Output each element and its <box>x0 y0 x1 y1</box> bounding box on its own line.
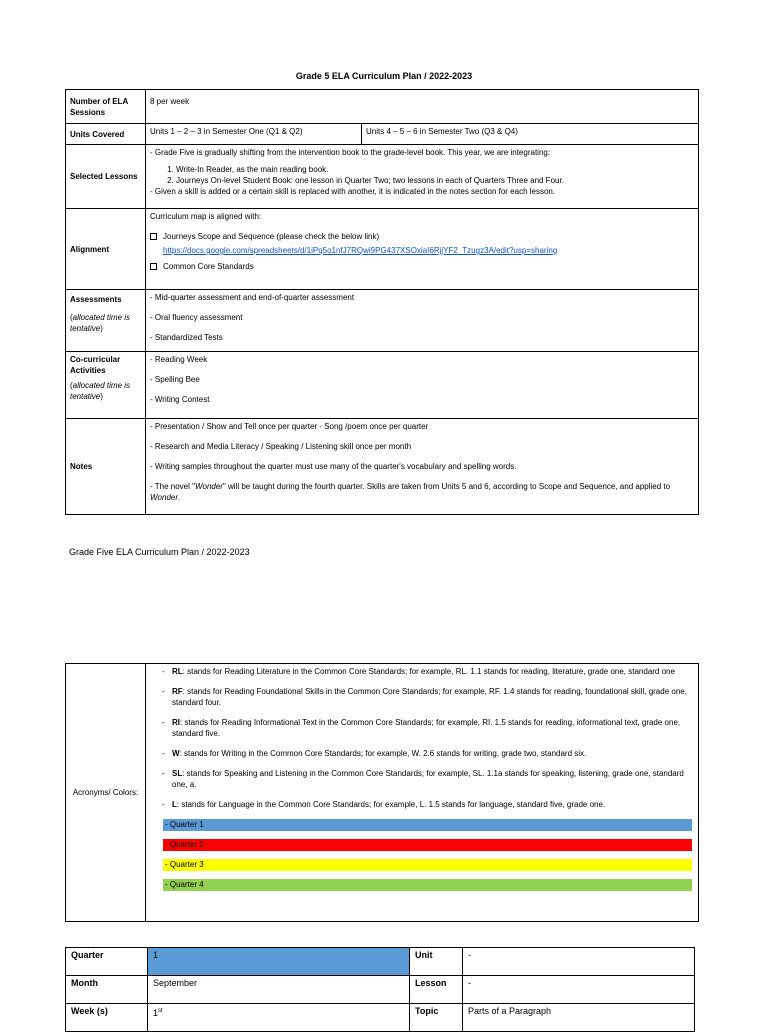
quarter-1-color-bar: - Quarter 1 <box>163 819 692 831</box>
notes-label: Notes <box>66 419 146 515</box>
assessment-item: - Oral fluency assessment <box>150 313 243 322</box>
lesson-value: - <box>463 976 695 1004</box>
note-item: - Presentation / Show and Tell once per quarter - Song /poem once per quarter <box>150 422 429 431</box>
sessions-value: 8 per week <box>146 90 699 124</box>
acronyms-cell <box>146 664 699 922</box>
quarter-label: Quarter <box>66 948 148 976</box>
assessments-label-cell <box>66 290 146 352</box>
alignment-item-1: Journeys Scope and Sequence (please check the below link) <box>150 231 694 242</box>
units-label: Units Covered <box>66 124 146 145</box>
lessons-note: - Given a skill is added or a certain skill is replaced with another, it is indicated in the notes section for each lesson. <box>150 187 556 196</box>
unit-label: Unit <box>410 948 463 976</box>
units-semester-two: Units 4 – 5 – 6 in Semester Two (Q3 & Q4) <box>362 124 699 145</box>
week-value: 1st <box>148 1004 410 1032</box>
selected-lessons-label: Selected Lessons <box>66 145 146 209</box>
topic-value: Parts of a Paragraph <box>463 1004 695 1032</box>
sessions-label: Number of ELA Sessions <box>66 90 146 124</box>
activity-item: - Writing Contest <box>150 395 210 404</box>
quarter-value: 1 <box>148 948 410 976</box>
cocurricular-label-cell <box>66 352 146 419</box>
quarter-4-color-bar: - Quarter 4 <box>163 879 692 891</box>
checkbox-icon <box>150 263 157 270</box>
alignment-label: Alignment <box>66 209 146 290</box>
quarter-2-color-bar: - Quarter 2 <box>163 839 692 851</box>
acronym-item-w: - W: stands for Writing in the Common Core Standards; for example, W. 2.6 stands for writing, grade two, standard six. <box>150 748 694 759</box>
alignment-cell <box>146 209 699 290</box>
acronyms-colors-table <box>65 663 699 922</box>
selected-lessons-cell <box>146 145 699 209</box>
unit-value: - <box>463 948 695 976</box>
alignment-item-2: Common Core Standards <box>150 261 694 272</box>
topic-label: Topic <box>410 1004 463 1032</box>
note-item: - Research and Media Literacy / Speaking / Listening skill once per month <box>150 442 412 451</box>
activity-item: - Reading Week <box>150 355 208 364</box>
activity-item: - Spelling Bee <box>150 375 200 384</box>
note-item: - Writing samples throughout the quarter must use many of the quarter's vocabulary and spelling words. <box>150 462 517 471</box>
cocurricular-cell <box>146 352 699 419</box>
alignment-intro: Curriculum map is aligned with: <box>150 212 262 221</box>
lesson-details-table <box>65 947 695 1032</box>
curriculum-overview-table <box>65 89 699 515</box>
quarter-3-color-bar: - Quarter 3 <box>163 859 692 871</box>
acronym-item-rl: - RL: stands for Reading Literature in the Common Core Standards; for example, RL. 1.1 stands for reading, literature, grade one, standard one <box>150 666 694 677</box>
cocurricular-note: (allocated time is tentative) <box>70 381 131 401</box>
cocurricular-label: Co-curricular Activities <box>70 355 121 375</box>
document-title: Grade 5 ELA Curriculum Plan / 2022-2023 <box>295 71 473 81</box>
month-label: Month <box>66 976 148 1004</box>
document-subtitle: Grade Five ELA Curriculum Plan / 2022-2023 <box>69 547 250 557</box>
assessments-note: (allocated time is tentative) <box>70 313 131 333</box>
acronym-item-ri: - RI: stands for Reading Informational Text in the Common Core Standards; for example, RI. 1.5 stands for reading, informational text, grade one, standard five. <box>150 717 694 739</box>
lessons-item-1: 1. Write-In Reader, as the main reading book. <box>176 164 694 175</box>
assessments-cell <box>146 290 699 352</box>
lessons-intro: - Grade Five is gradually shifting from the intervention book to the grade-level book. This year, we are integrating: <box>150 148 551 157</box>
acronym-item-sl: - SL: stands for Speaking and Listening in the Common Core Standards; for example, SL. 1.1a stands for speaking, listening, grade one, standard one, a. <box>150 768 694 790</box>
assessments-label: Assessments <box>70 295 122 304</box>
assessment-item: - Standardized Tests <box>150 333 223 342</box>
note-item-wonder: - The novel "Wonder" will be taught during the fourth quarter. Skills are taken from Units 5 and 6, according to Scope and Sequence, and applied to Wonder. <box>150 482 671 502</box>
month-value: September <box>148 976 410 1004</box>
acronym-item-l: - L: stands for Language in the Common Core Standards; for example, L. 1.5 stands for language, standard five, grade one. <box>150 799 694 810</box>
checkbox-icon <box>150 233 157 240</box>
acronyms-label: Acronyms/ Colors: <box>66 664 146 922</box>
assessment-item: - Mid-quarter assessment and end-of-quarter assessment <box>150 293 355 302</box>
lesson-label: Lesson <box>410 976 463 1004</box>
scope-sequence-link[interactable]: https://docs.google.com/spreadsheets/d/1iPq5o1nfJ7RQwi9PG437XSOxiaI6RjjYF2_Tzugz3A/edit?usp=sharing <box>163 246 558 255</box>
notes-cell <box>146 419 699 515</box>
units-semester-one: Units 1 – 2 – 3 in Semester One (Q1 & Q2) <box>146 124 362 145</box>
week-label: Week (s) <box>66 1004 148 1032</box>
acronym-item-rf: - RF: stands for Reading Foundational Skills in the Common Core Standards; for example, RF. 1.4 stands for reading, foundational skill, grade one, standard four. <box>150 686 694 708</box>
lessons-item-2: 2. Journeys On-level Student Book: one lesson in Quarter Two; two lessons in each of Quarters Three and Four. <box>176 175 694 186</box>
